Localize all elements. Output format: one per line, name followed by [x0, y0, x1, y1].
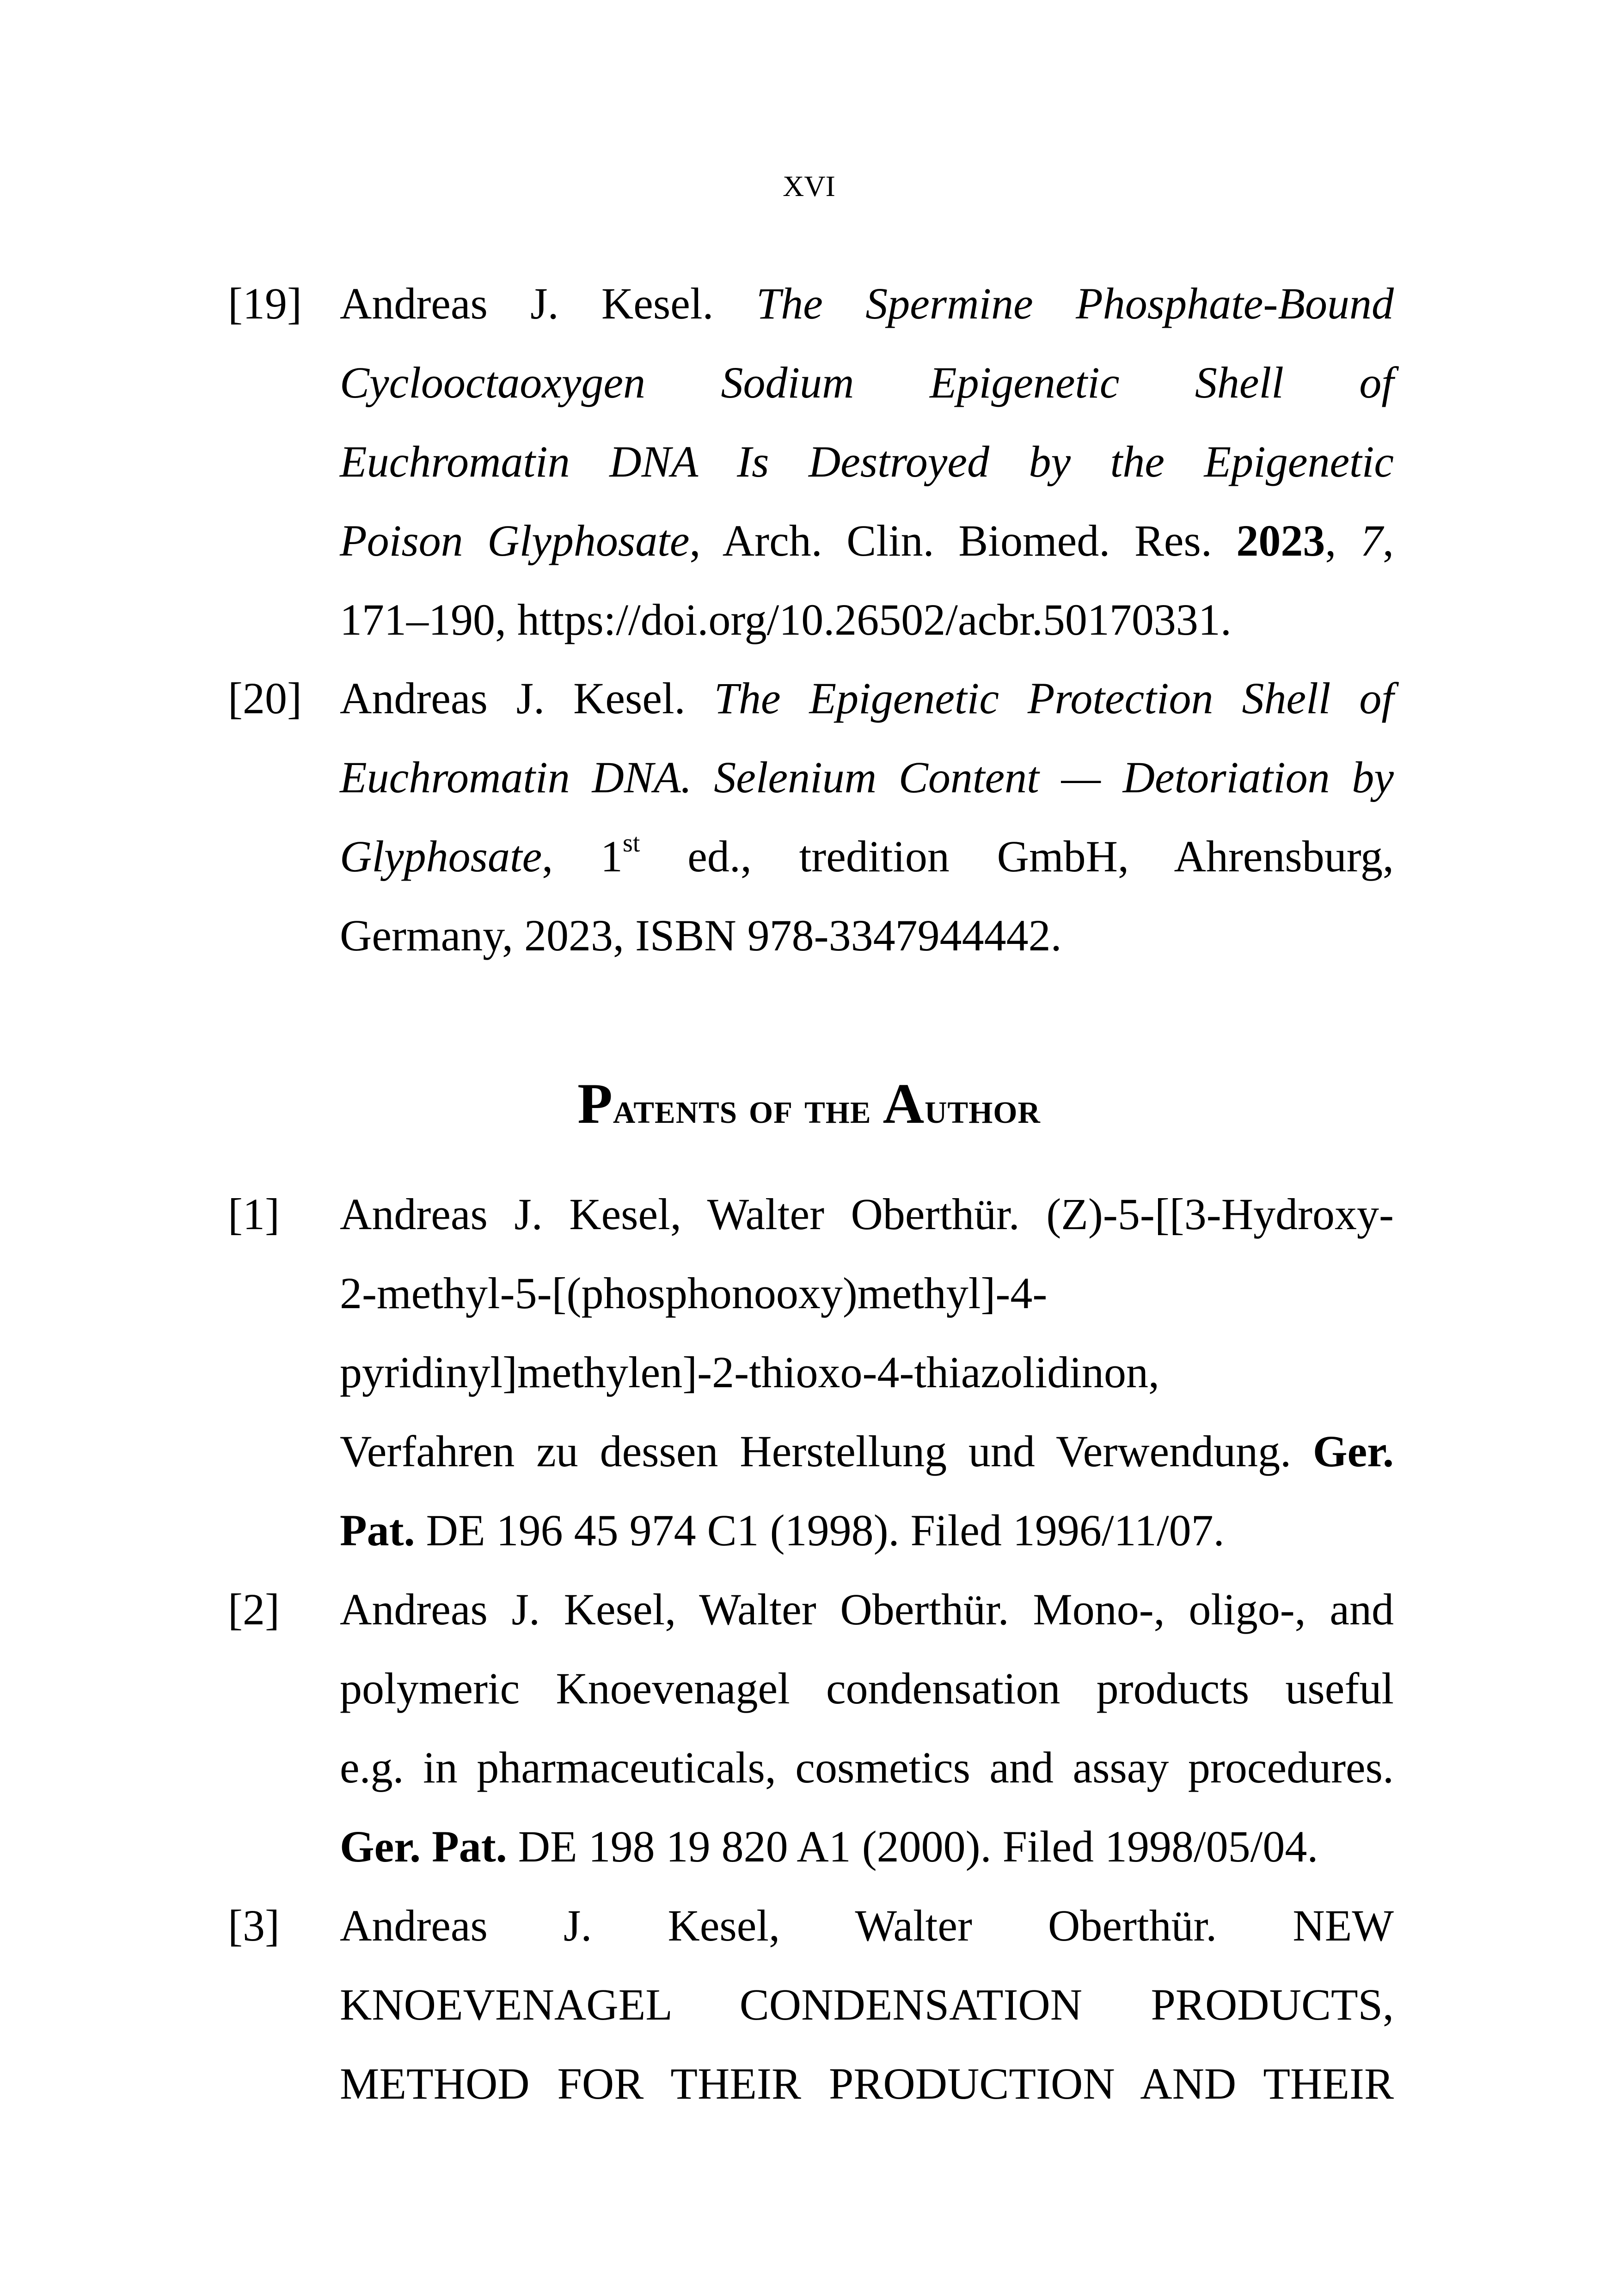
- patent-number: [2]: [228, 1585, 280, 1634]
- patent-body: [340, 1886, 1394, 2123]
- patent-line: Andreas J. Kesel, Walter Oberthür. NEW: [340, 1901, 1394, 1950]
- patent-line: polymeric Knoevenagel condensation products useful: [340, 1664, 1394, 1713]
- reference-line: Andreas J. Kesel. The Epigenetic Protection Shell of: [340, 673, 1394, 723]
- reference-line: Euchromatin DNA. Selenium Content — Detoriation by: [340, 753, 1394, 802]
- reference-number: [20]: [228, 673, 302, 723]
- section-heading: Patents of the Author: [577, 1072, 1041, 1135]
- patent-line: METHOD FOR THEIR PRODUCTION AND THEIR: [340, 2059, 1394, 2108]
- patent-line: e.g. in pharmaceuticals, cosmetics and assay procedures.: [340, 1743, 1394, 1792]
- page-number: XVI: [783, 170, 835, 202]
- patent-line: KNOEVENAGEL CONDENSATION PRODUCTS,: [340, 1980, 1394, 2029]
- reference-body: [340, 264, 1394, 659]
- patent-line: pyridinyl]methylen]-2-thioxo-4-thiazolidinon,: [340, 1347, 1159, 1397]
- patent-line: Pat. DE 196 45 974 C1 (1998). Filed 1996/11/07.: [340, 1506, 1225, 1555]
- reference-line: Poison Glyphosate, Arch. Clin. Biomed. Res. 2023, 7,: [340, 516, 1394, 565]
- reference-body: [340, 659, 1394, 975]
- reference-line: Glyphosate, 1st ed., tredition GmbH, Ahrensburg,: [340, 829, 1394, 881]
- reference-line: Andreas J. Kesel. The Spermine Phosphate-Bound: [340, 279, 1394, 328]
- patent-line: Andreas J. Kesel, Walter Oberthür. (Z)-5-[[3-Hydroxy-: [340, 1189, 1394, 1239]
- patent-line: Ger. Pat. DE 198 19 820 A1 (2000). Filed 1998/05/04.: [340, 1822, 1318, 1871]
- reference-line: Cyclooctaoxygen Sodium Epigenetic Shell of: [340, 358, 1394, 407]
- reference-line: Germany, 2023, ISBN 978-3347944442.: [340, 911, 1062, 960]
- patent-number: [3]: [228, 1901, 280, 1950]
- patent-line: Andreas J. Kesel, Walter Oberthür. Mono-, oligo-, and: [340, 1585, 1394, 1634]
- patent-number: [1]: [228, 1189, 280, 1239]
- reference-line: 171–190, https://doi.org/10.26502/acbr.50170331.: [340, 595, 1232, 644]
- patent-body: [340, 1570, 1394, 1886]
- patent-line: 2-methyl-5-[(phosphonooxy)methyl]-4-: [340, 1268, 1048, 1318]
- patent-body: [340, 1175, 1394, 1570]
- reference-line: Euchromatin DNA Is Destroyed by the Epigenetic: [340, 437, 1394, 486]
- reference-number: [19]: [228, 279, 302, 328]
- patent-line: Verfahren zu dessen Herstellung und Verwendung. Ger.: [340, 1427, 1394, 1476]
